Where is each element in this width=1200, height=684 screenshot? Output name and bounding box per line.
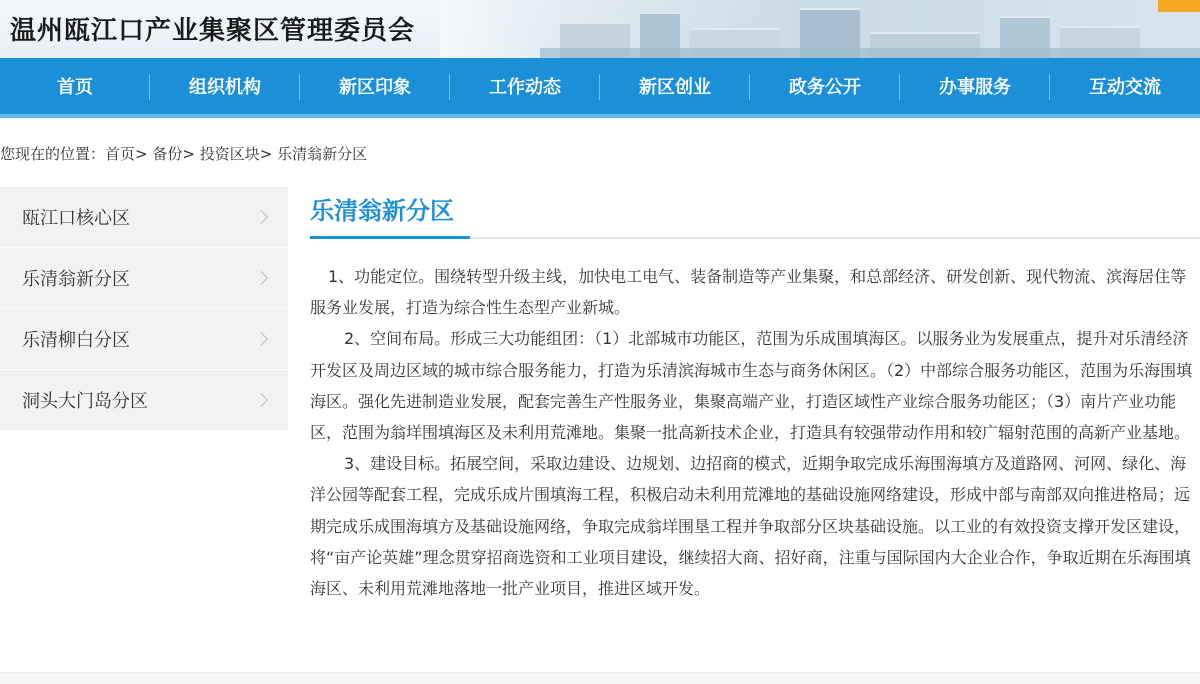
- title-divider: [310, 237, 1200, 239]
- breadcrumb-current[interactable]: 乐清翁新分区: [277, 145, 368, 163]
- footer-divider: [0, 672, 1200, 684]
- article-paragraph: 1、功能定位。围绕转型升级主线，加快电工电气、装备制造等产业集聚，和总部经济、研发创新、现代物流、滨海居住等服务业发展，打造为综合性生态型产业新城。: [310, 267, 1187, 318]
- nav-item-services[interactable]: 办事服务: [900, 58, 1050, 114]
- nav-item-public-affairs[interactable]: 政务公开: [750, 58, 900, 114]
- breadcrumb-separator: >: [135, 145, 148, 163]
- sidebar-item-damen-island[interactable]: [0, 370, 288, 431]
- corner-tab[interactable]: [1158, 0, 1200, 12]
- site-title[interactable]: 温州瓯江口产业集聚区管理委员会: [10, 16, 416, 46]
- article: [310, 187, 1200, 604]
- breadcrumb-separator: >: [182, 145, 195, 163]
- breadcrumb-investment[interactable]: 投资区块: [199, 145, 260, 163]
- article-body: [310, 261, 1200, 604]
- article-paragraph: 3、建设目标。拓展空间，采取边建设、边规划、边招商的模式，近期争取完成乐海围海填方及道路网、河网、绿化、海洋公园等配套工程，完成乐成片围填海工程，积极启动未利用荒滩地的基础设施网络建设，形成中部与南部双向推进格局；远期完成乐成围海填方及基础设施网络，争取完成翁垟围垦工程并争取部分区块基础设施。以工业的有效投资支撑开发区建设，将“亩产论英雄”理念贯穿招商选资和工业项目建设，继续招大商、招好商，注重与国际国内大企业合作，争取近期在乐海围填海区、未利用荒滩地落地一批产业项目，推进区域开发。: [310, 454, 1191, 599]
- chevron-right-icon: [254, 210, 268, 224]
- breadcrumb-separator: >: [259, 145, 273, 163]
- sidebar-item-label: 乐清翁新分区: [22, 269, 130, 290]
- sidebar-item-label: 瓯江口核心区: [22, 208, 130, 229]
- article-paragraph: 2、空间布局。形成三大功能组团：（1）北部城市功能区，范围为乐成围填海区。以服务业为发展重点，提升对乐清经济开发区及周边区域的城市综合服务能力，打造为乐清滨海城市生态与商务休闲区。（2）中部综合服务功能区，范围为乐海围填海区。强化先进制造业发展，配套完善生产性服务业，集聚高端产业，打造区域性产业综合服务功能区；（3）南片产业功能区，范围为翁垟围填海区及未利用荒滩地。集聚一批高新技术企业，打造具有较强带动作用和较广辐射范围的高新产业基地。: [310, 329, 1193, 443]
- sidebar-item-wengxin[interactable]: [0, 248, 288, 309]
- nav-item-startup[interactable]: 新区创业: [600, 58, 750, 114]
- sidebar: [0, 187, 288, 431]
- chevron-right-icon: [254, 332, 268, 346]
- breadcrumb-home[interactable]: 首页: [105, 145, 136, 163]
- chevron-right-icon: [254, 271, 268, 285]
- chevron-right-icon: [254, 393, 268, 407]
- sidebar-item-label: 乐清柳白分区: [22, 330, 130, 351]
- nav-item-home[interactable]: 首页: [0, 58, 150, 114]
- breadcrumb-backup[interactable]: 备份: [152, 145, 183, 163]
- sidebar-item-core-zone[interactable]: [0, 187, 288, 248]
- sidebar-item-liubai[interactable]: [0, 309, 288, 370]
- nav-item-interaction[interactable]: 互动交流: [1089, 77, 1161, 98]
- sidebar-item-label: 洞头大门岛分区: [22, 391, 148, 412]
- breadcrumb-prefix: 您现在的位置：: [0, 145, 106, 163]
- main-nav: [0, 58, 1200, 118]
- nav-item-news[interactable]: 工作动态: [450, 58, 600, 114]
- nav-item-organization[interactable]: 组织机构: [150, 58, 300, 114]
- title-divider-accent: [310, 236, 470, 239]
- nav-item-impression[interactable]: 新区印象: [300, 58, 450, 114]
- site-header: [0, 0, 1200, 58]
- header-banner-image: [440, 0, 1200, 58]
- breadcrumb: [0, 143, 367, 165]
- page-title: 乐清翁新分区: [310, 197, 454, 225]
